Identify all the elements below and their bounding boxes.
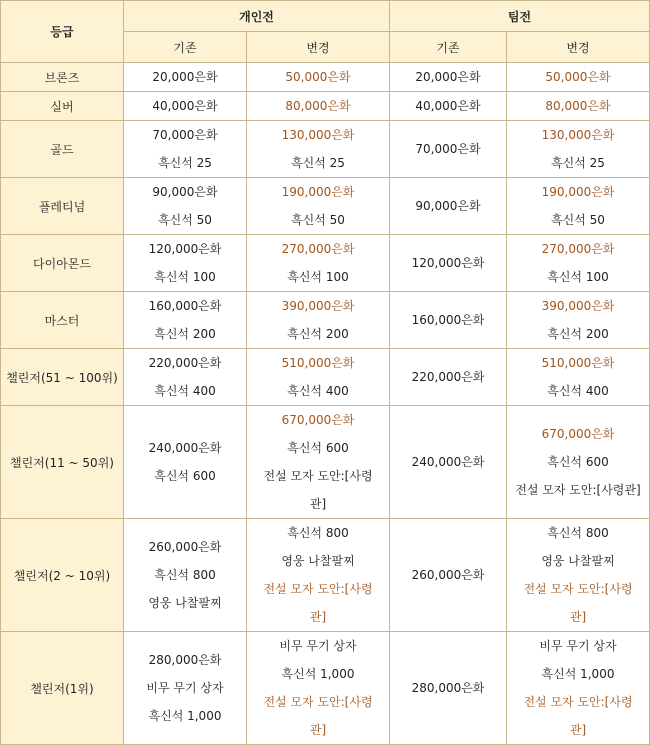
cell-line: 160,000은화: [411, 313, 485, 327]
cell-line: 190,000은화: [281, 185, 355, 199]
cell-line: 전설 모자 도안:[사령: [263, 695, 373, 709]
grade-cell: 챌린저(11 ~ 50위): [1, 406, 124, 519]
cell-line: 80,000은화: [285, 99, 351, 113]
personal-new-cell: [247, 92, 390, 121]
cell-line: 흑신석 800: [287, 526, 349, 540]
cell-line: 260,000은화: [411, 568, 485, 582]
cell-line: 130,000은화: [281, 128, 355, 142]
cell-line: 240,000은화: [411, 455, 485, 469]
team-new-cell: [507, 235, 650, 292]
grade-cell: 다이아몬드: [1, 235, 124, 292]
cell-line: 흑신석 200: [287, 327, 349, 341]
header-personal: 개인전: [124, 1, 390, 32]
header-team-old: 기존: [390, 32, 507, 63]
team-old-cell: [390, 178, 507, 235]
cell-line: 흑신석 100: [154, 270, 216, 284]
personal-old-cell: [124, 632, 247, 745]
cell-line: 270,000은화: [281, 242, 355, 256]
cell-line: 50,000은화: [545, 70, 611, 84]
table-row: [1, 519, 650, 632]
table-row: [1, 121, 650, 178]
cell-line: 영웅 나찰팔찌: [148, 596, 222, 610]
team-old-cell: [390, 235, 507, 292]
team-old-cell: [390, 632, 507, 745]
cell-line: 흑신석 25: [291, 156, 345, 170]
cell-line: 전설 모자 도안:[사령: [523, 695, 633, 709]
header-personal-new: 변경: [247, 32, 390, 63]
team-new-cell: [507, 178, 650, 235]
team-new-cell: [507, 121, 650, 178]
cell-line: 관]: [309, 497, 327, 511]
team-new-cell: [507, 632, 650, 745]
cell-line: 20,000은화: [152, 70, 218, 84]
cell-line: 흑신석 600: [287, 441, 349, 455]
cell-line: 흑신석 800: [154, 568, 216, 582]
personal-new-cell: [247, 121, 390, 178]
team-new-cell: [507, 349, 650, 406]
cell-line: 20,000은화: [415, 70, 481, 84]
grade-cell: 브론즈: [1, 63, 124, 92]
cell-line: 전설 모자 도안:[사령: [523, 582, 633, 596]
team-new-cell: [507, 292, 650, 349]
grade-cell: 챌린저(51 ~ 100위): [1, 349, 124, 406]
table-row: [1, 63, 650, 92]
cell-line: 흑신석 50: [291, 213, 345, 227]
team-new-cell: [507, 406, 650, 519]
cell-line: 40,000은화: [152, 99, 218, 113]
cell-line: 전설 모자 도안:[사령: [263, 582, 373, 596]
personal-new-cell: [247, 349, 390, 406]
cell-line: 흑신석 400: [287, 384, 349, 398]
team-old-cell: [390, 121, 507, 178]
cell-line: 흑신석 25: [551, 156, 605, 170]
header-personal-old: 기존: [124, 32, 247, 63]
personal-new-cell: [247, 292, 390, 349]
team-old-cell: [390, 63, 507, 92]
cell-line: 90,000은화: [152, 185, 218, 199]
grade-cell: 실버: [1, 92, 124, 121]
cell-line: 220,000은화: [411, 370, 485, 384]
grade-cell: 플레티넘: [1, 178, 124, 235]
cell-line: 흑신석 100: [287, 270, 349, 284]
personal-old-cell: [124, 63, 247, 92]
table-row: [1, 349, 650, 406]
personal-new-cell: [247, 63, 390, 92]
grade-cell: 챌린저(1위): [1, 632, 124, 745]
cell-line: 흑신석 200: [154, 327, 216, 341]
cell-line: 관]: [569, 610, 587, 624]
cell-line: 흑신석 25: [158, 156, 212, 170]
table-row: [1, 178, 650, 235]
cell-line: 흑신석 600: [547, 455, 609, 469]
table-row: [1, 92, 650, 121]
cell-line: 260,000은화: [148, 540, 222, 554]
cell-line: 390,000은화: [281, 299, 355, 313]
personal-old-cell: [124, 292, 247, 349]
cell-line: 70,000은화: [152, 128, 218, 142]
cell-line: 130,000은화: [541, 128, 615, 142]
team-old-cell: [390, 92, 507, 121]
cell-line: 670,000은화: [541, 427, 615, 441]
cell-line: 흑신석 1,000: [541, 667, 615, 681]
cell-line: 190,000은화: [541, 185, 615, 199]
header-team-new: 변경: [507, 32, 650, 63]
cell-line: 80,000은화: [545, 99, 611, 113]
cell-line: 전설 모자 도안:[사령관]: [515, 483, 641, 497]
personal-old-cell: [124, 349, 247, 406]
cell-line: 50,000은화: [285, 70, 351, 84]
cell-line: 흑신석 1,000: [148, 709, 222, 723]
header-team: 팀전: [390, 1, 650, 32]
personal-old-cell: [124, 121, 247, 178]
team-new-cell: [507, 92, 650, 121]
table-row: [1, 632, 650, 745]
header-grade: 등급: [1, 1, 124, 63]
team-old-cell: [390, 406, 507, 519]
personal-new-cell: [247, 235, 390, 292]
team-new-cell: [507, 519, 650, 632]
cell-line: 120,000은화: [411, 256, 485, 270]
cell-line: 280,000은화: [148, 653, 222, 667]
personal-new-cell: [247, 178, 390, 235]
cell-line: 390,000은화: [541, 299, 615, 313]
table-row: [1, 406, 650, 519]
cell-line: 510,000은화: [281, 356, 355, 370]
team-new-cell: [507, 63, 650, 92]
cell-line: 비무 무기 상자: [279, 639, 357, 653]
cell-line: 40,000은화: [415, 99, 481, 113]
personal-old-cell: [124, 406, 247, 519]
cell-line: 흑신석 100: [547, 270, 609, 284]
team-old-cell: [390, 349, 507, 406]
cell-line: 흑신석 50: [551, 213, 605, 227]
cell-line: 흑신석 800: [547, 526, 609, 540]
cell-line: 670,000은화: [281, 413, 355, 427]
personal-new-cell: [247, 406, 390, 519]
cell-line: 흑신석 400: [154, 384, 216, 398]
personal-old-cell: [124, 519, 247, 632]
cell-line: 220,000은화: [148, 356, 222, 370]
grade-cell: 마스터: [1, 292, 124, 349]
cell-line: 영웅 나찰팔찌: [281, 554, 355, 568]
cell-line: 270,000은화: [541, 242, 615, 256]
cell-line: 120,000은화: [148, 242, 222, 256]
cell-line: 흑신석 400: [547, 384, 609, 398]
cell-line: 흑신석 200: [547, 327, 609, 341]
cell-line: 비무 무기 상자: [539, 639, 617, 653]
cell-line: 280,000은화: [411, 681, 485, 695]
cell-line: 240,000은화: [148, 441, 222, 455]
table-row: [1, 292, 650, 349]
personal-new-cell: [247, 519, 390, 632]
reward-table-body: [1, 63, 650, 745]
cell-line: 160,000은화: [148, 299, 222, 313]
personal-old-cell: [124, 92, 247, 121]
personal-old-cell: [124, 235, 247, 292]
grade-cell: 골드: [1, 121, 124, 178]
cell-line: 관]: [569, 723, 587, 737]
table-row: [1, 235, 650, 292]
cell-line: 흑신석 50: [158, 213, 212, 227]
team-old-cell: [390, 292, 507, 349]
header-row-top: [1, 1, 650, 32]
cell-line: 510,000은화: [541, 356, 615, 370]
cell-line: 비무 무기 상자: [146, 681, 224, 695]
cell-line: 관]: [309, 723, 327, 737]
cell-line: 흑신석 600: [154, 469, 216, 483]
cell-line: 90,000은화: [415, 199, 481, 213]
cell-line: 영웅 나찰팔찌: [541, 554, 615, 568]
cell-line: 전설 모자 도안:[사령: [263, 469, 373, 483]
cell-line: 흑신석 1,000: [281, 667, 355, 681]
cell-line: 70,000은화: [415, 142, 481, 156]
team-old-cell: [390, 519, 507, 632]
cell-line: 관]: [309, 610, 327, 624]
grade-cell: 챌린저(2 ~ 10위): [1, 519, 124, 632]
personal-new-cell: [247, 632, 390, 745]
personal-old-cell: [124, 178, 247, 235]
